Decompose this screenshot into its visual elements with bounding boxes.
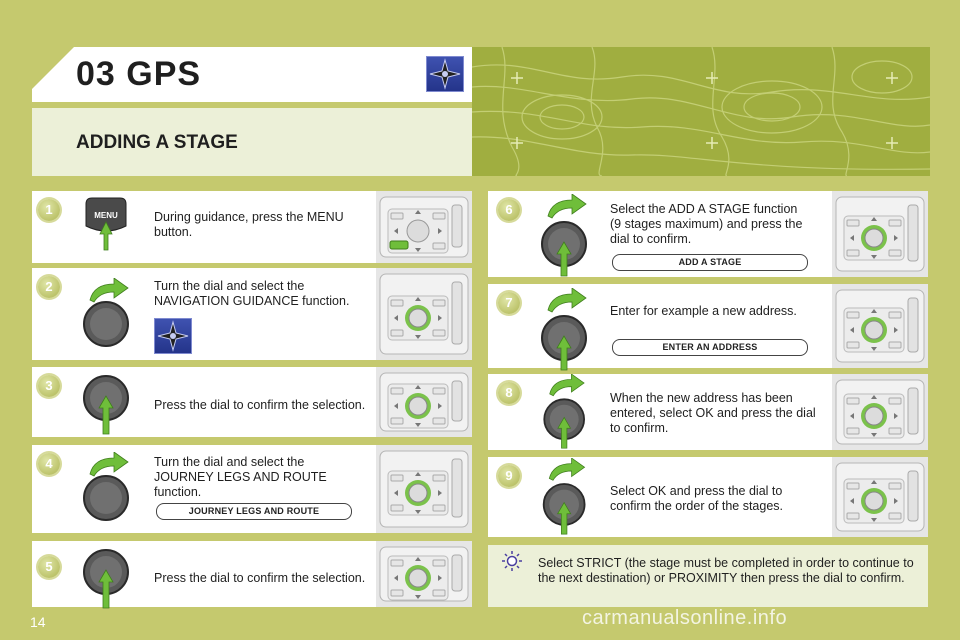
dial-turn-press-icon <box>538 374 594 450</box>
radio-panel-illustration <box>376 191 472 263</box>
radio-panel-illustration <box>376 541 472 607</box>
radio-panel-illustration <box>832 191 928 277</box>
lightbulb-icon <box>501 550 523 572</box>
step-3-text: Press the dial to confirm the selection. <box>154 398 366 412</box>
step-number-badge: 8 <box>498 382 520 404</box>
radio-panel-illustration <box>376 445 472 533</box>
watermark: carmanualsonline.info <box>582 607 788 629</box>
step-number-badge: 5 <box>38 556 60 578</box>
tip-text: Select STRICT (the stage must be completed in order to continue to the next destination) or PROXIMITY then press the dial to confirm. <box>538 556 914 585</box>
step-6-text: Select the ADD A STAGE function (9 stages maximum) and press the dial to confirm. <box>610 202 803 246</box>
step-7-text: Enter for example a new address. <box>610 304 797 318</box>
dial-turn-icon <box>80 278 136 350</box>
enter-an-address-label: ENTER AN ADDRESS <box>612 339 808 356</box>
step-5-text: Press the dial to confirm the selection. <box>154 571 366 585</box>
step-number-badge: 7 <box>498 292 520 314</box>
step-number-badge: 2 <box>38 276 60 298</box>
radio-panel-illustration <box>376 367 472 437</box>
dial-press-icon <box>80 374 132 436</box>
step-number-badge: 4 <box>38 453 60 475</box>
page-title: 03 GPS <box>76 55 202 93</box>
step-2-text: Turn the dial and select the NAVIGATION GUIDANCE function. <box>154 279 350 308</box>
dial-turn-press-icon <box>538 288 594 372</box>
dial-turn-icon <box>80 452 136 524</box>
map-illustration <box>472 47 930 176</box>
journey-legs-route-label: JOURNEY LEGS AND ROUTE <box>156 503 352 520</box>
menu-button-label: MENU <box>94 211 118 220</box>
radio-panel-illustration <box>832 284 928 368</box>
step-number-badge: 9 <box>498 465 520 487</box>
step-number-badge: 6 <box>498 199 520 221</box>
radio-panel-illustration <box>376 268 472 360</box>
add-a-stage-label: ADD A STAGE <box>612 254 808 271</box>
radio-panel-illustration <box>832 374 928 450</box>
navigation-guidance-icon <box>154 318 192 354</box>
menu-button-icon <box>80 196 132 252</box>
dial-turn-press-icon <box>538 194 594 278</box>
step-number-badge: 1 <box>38 199 60 221</box>
step-4-text: Turn the dial and select the JOURNEY LEGS AND ROUTE function. <box>154 455 327 499</box>
dial-press-icon <box>80 548 132 610</box>
step-9-text: Select OK and press the dial to confirm the order of the stages. <box>610 484 784 513</box>
step-1-text: During guidance, press the MENU button. <box>154 210 344 239</box>
dial-turn-press-icon <box>538 458 594 536</box>
navigation-icon <box>426 56 464 92</box>
section-heading: ADDING A STAGE <box>76 132 238 153</box>
step-number-badge: 3 <box>38 375 60 397</box>
page-number: 14 <box>30 614 46 630</box>
step-8-text: When the new address has been entered, select OK and press the dial to confirm. <box>610 391 816 435</box>
radio-panel-illustration <box>832 457 928 537</box>
